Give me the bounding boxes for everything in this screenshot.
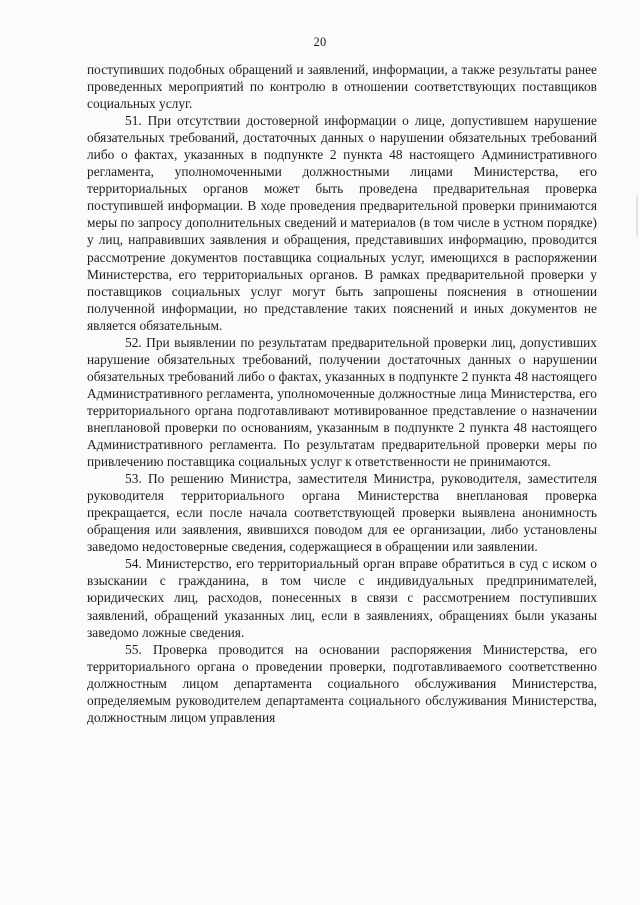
paragraph-52: 52. При выявлении по результатам предварительной проверки лиц, допустивших нарушение обязательных требований, получении достаточных данных о нарушении обязательных требований либо о фактах, указанных в подпункте 2 пункта 48 настоящего Административного регламента, уполномоченные должностные лица Министерства, его территориального органа подготавливают мотивированное представление о назначении внеплановой проверки по основаниям, указанным в подпункте 2 пункта 48 настоящего Административного регламента. По результатам предварительной проверки меры по привлечению поставщика социальных услуг к ответственности не принимаются. [87, 334, 597, 470]
document-body [87, 61, 597, 726]
page-number: 20 [313, 35, 327, 49]
paragraph-continuation: поступивших подобных обращений и заявлений, информации, а также результаты ранее проведенных мероприятий по контролю в отношении соответствующих поставщиков социальных услуг. [87, 62, 597, 112]
paragraph-51: 51. При отсутствии достоверной информации о лице, допустившем нарушение обязательных требований, достаточных данных о нарушении обязательных требований либо о фактах, указанных в подпункте 2 пункта 48 настоящего Административного регламента, уполномоченными должностными лицами Министерства, его территориальных органов может быть проведена предварительная проверка поступившей информации. В ходе проведения предварительной проверки принимаются меры по запросу дополнительных сведений и материалов (в том числе в устном порядке) у лиц, направивших заявления и обращения, представивших информацию, проводится рассмотрение документов поставщика социальных услуг, имеющихся в распоряжении Министерства, его территориальных органов. В рамках предварительной проверки у поставщиков социальных услуг могут быть запрошены пояснения в отношении полученной информации, но представление таких пояснений и иных документов не является обязательным. [87, 113, 597, 333]
paragraph-55: 55. Проверка проводится на основании распоряжения Министерства, его территориального органа о проведении проверки, подготавливаемого соответственно должностным лицом департамента социального обслуживания Министерства, определяемым руководителем департамента социального обслуживания Министерства, должностным лицом управления [87, 641, 597, 725]
scan-edge-mark [636, 195, 638, 237]
paragraph-54: 54. Министерство, его территориальный орган вправе обратиться в суд с иском о взыскании с гражданина, в том числе с индивидуальных предпринимателей, юридических лиц, расходов, понесенных в связи с рассмотрением поступивших заявлений, обращений указанных лиц, если в заявлениях, обращениях были указаны заведомо ложные сведения. [87, 556, 597, 640]
paragraph-53: 53. По решению Министра, заместителя Министра, руководителя, заместителя руководителя территориального органа Министерства внеплановая проверка прекращается, если после начала соответствующей проверки выявлена анонимность обращения или заявления, явившихся поводом для ее организации, либо установлены заведомо недостоверные сведения, содержащиеся в обращении или заявлении. [87, 471, 597, 555]
